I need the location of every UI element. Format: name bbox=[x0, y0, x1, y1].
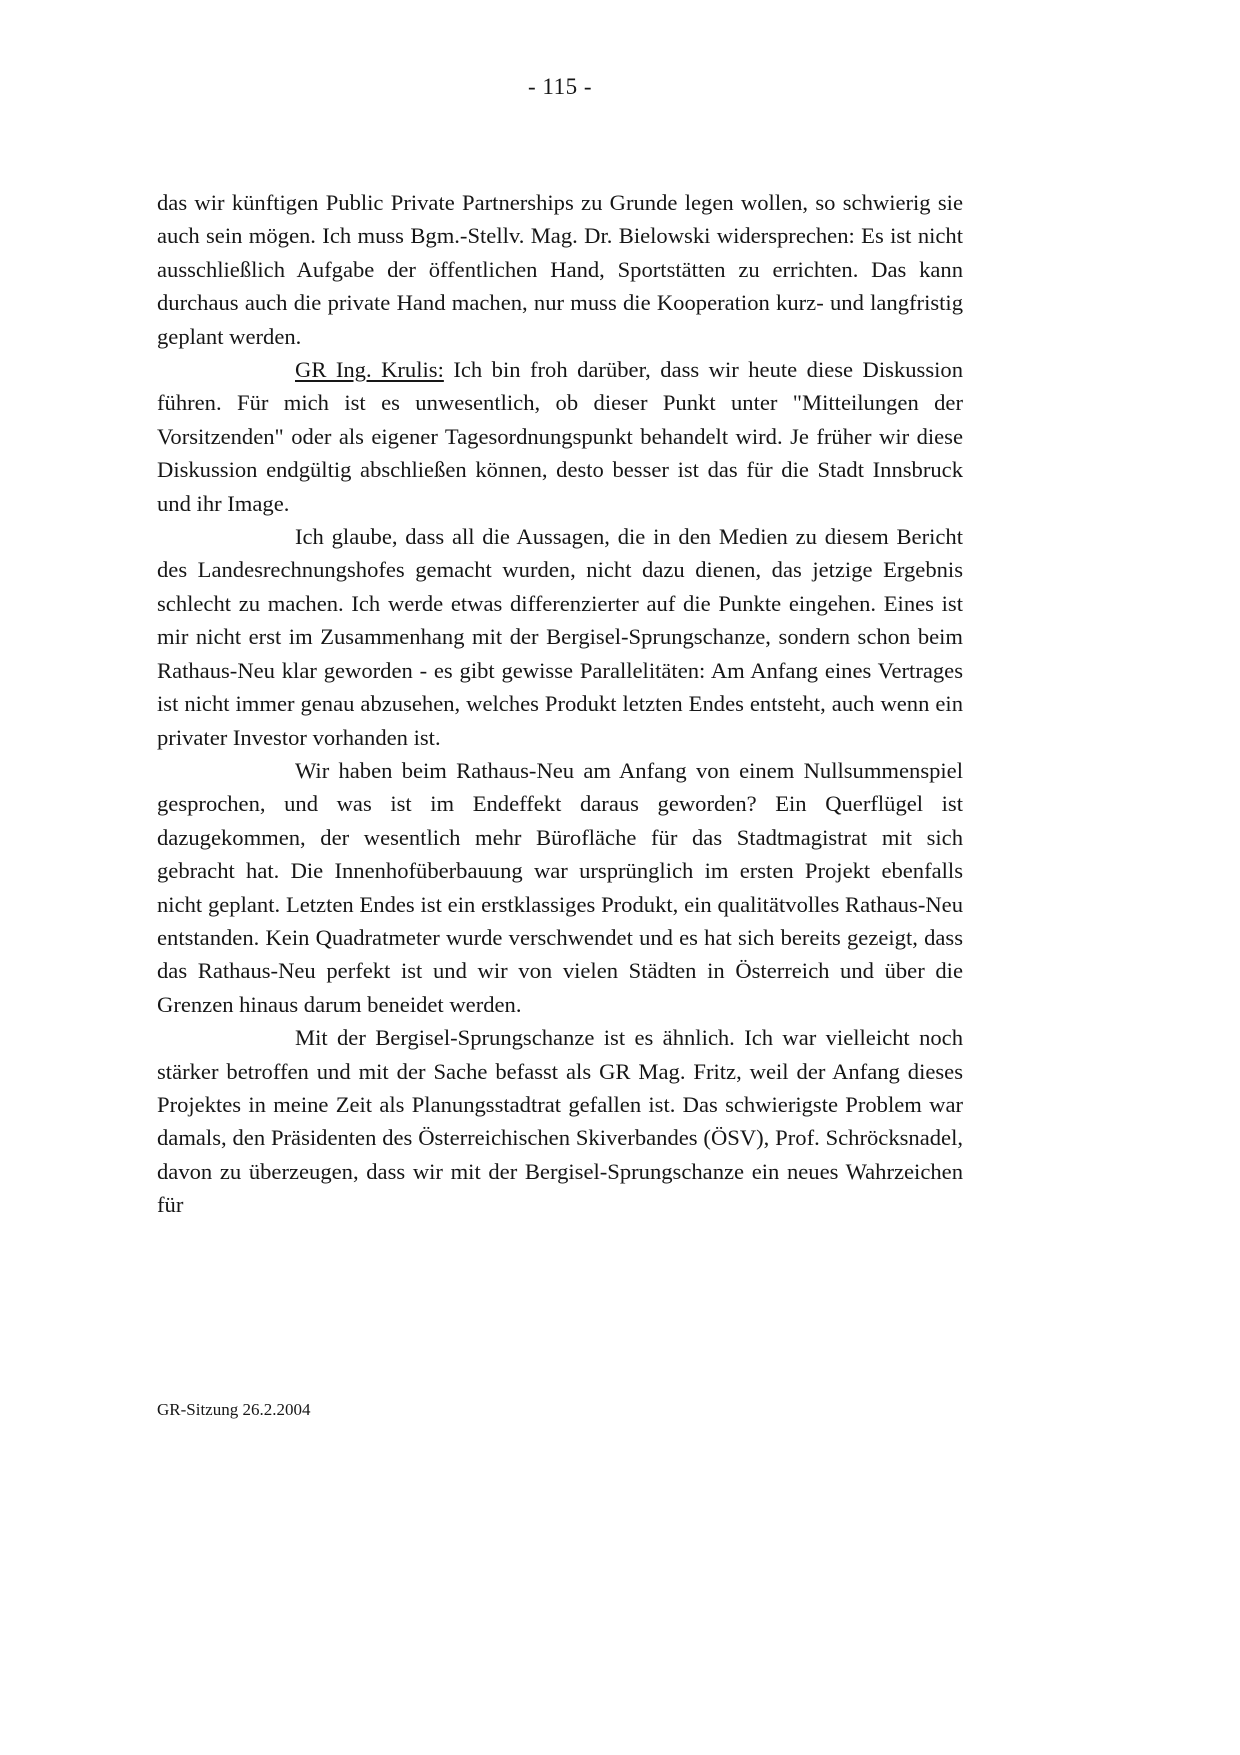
paragraph-text: Ich bin froh darüber, dass wir heute diese Diskussion führen. Für mich ist es unwesentlich, ob dieser Punkt unter "Mitteilungen der Vorsitzenden" oder als eigener Tagesordnungspunkt behandelt wird. Je früher wir diese Diskussion endgültig abschließen können, desto besser ist das für die Stadt Innsbruck und ihr Image. bbox=[157, 357, 963, 516]
page-number: - 115 - bbox=[528, 74, 592, 99]
paragraph bbox=[157, 1021, 963, 1221]
paragraph bbox=[157, 520, 963, 754]
speaker-name: GR Ing. Krulis: bbox=[295, 357, 444, 383]
paragraph-text: Wir haben beim Rathaus-Neu am Anfang von einem Nullsummenspiel gesprochen, und was ist im Endeffekt daraus geworden? Ein Querflügel ist dazugekommen, der wesentlich mehr Bürofläche für das Stadtmagistrat mit sich gebracht hat. Die Innenhofüberbauung war ursprünglich im ersten Projekt ebenfalls nicht geplant. Letzten Endes ist ein erstklassiges Produkt, ein qualitätvolles Rathaus-Neu entstanden. Kein Quadratmeter wurde verschwendet und es hat sich bereits gezeigt, dass das Rathaus-Neu perfekt ist und wir von vielen Städten in Österreich und über die Grenzen hinaus darum beneidet werden. bbox=[157, 757, 963, 1017]
paragraph bbox=[157, 186, 963, 353]
paragraph-text: Ich glaube, dass all die Aussagen, die in den Medien zu diesem Bericht des Landesrechnungshofes gemacht wurden, nicht dazu dienen, das jetzige Ergebnis schlecht zu machen. Ich werde etwas differenzierter auf die Punkte eingehen. Eines ist mir nicht erst im Zusammenhang mit der Bergisel-Sprungschanze, sondern schon beim Rathaus-Neu klar geworden - es gibt gewisse Parallelitäten: Am Anfang eines Vertrages ist nicht immer genau abzusehen, welches Produkt letzten Endes entsteht, auch wenn ein privater Investor vorhanden ist. bbox=[157, 524, 963, 750]
paragraph bbox=[157, 754, 963, 1021]
footer-session-label: GR-Sitzung 26.2.2004 bbox=[157, 1400, 311, 1419]
paragraph-text: das wir künftigen Public Private Partnerships zu Grunde legen wollen, so schwierig sie auch sein mögen. Ich muss Bgm.-Stellv. Mag. Dr. Bielowski widersprechen: Es ist nicht ausschließlich Aufgabe der öffentlichen Hand, Sportstätten zu errichten. Das kann durchaus auch die private Hand machen, nur muss die Kooperation kurz- und langfristig geplant werden. bbox=[157, 190, 963, 349]
page-body bbox=[157, 186, 963, 1222]
paragraph-text: Mit der Bergisel-Sprungschanze ist es ähnlich. Ich war vielleicht noch stärker betroffen und mit der Sache befasst als GR Mag. Fritz, weil der Anfang dieses Projektes in meine Zeit als Planungsstadtrat gefallen ist. Das schwierigste Problem war damals, den Präsidenten des Österreichischen Skiverbandes (ÖSV), Prof. Schröcksnadel, davon zu überzeugen, dass wir mit der Bergisel-Sprungschanze ein neues Wahrzeichen für bbox=[157, 1025, 963, 1218]
paragraph bbox=[157, 353, 963, 520]
